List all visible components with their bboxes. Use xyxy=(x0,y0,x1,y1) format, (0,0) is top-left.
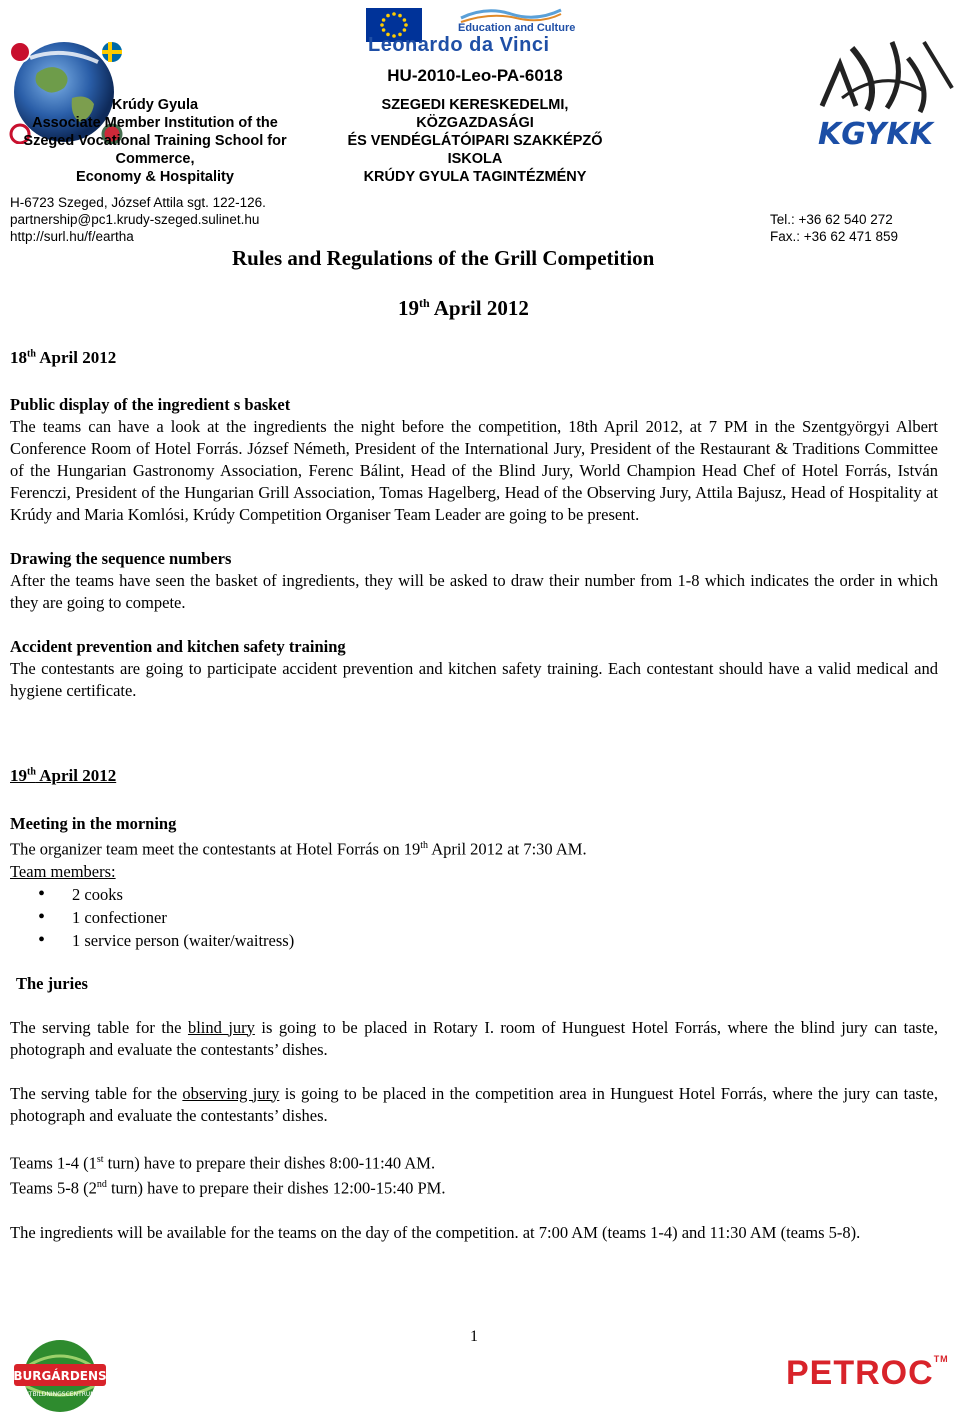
school-name-hu-line: ÉS VENDÉGLÁTÓIPARI SZAKKÉPZŐ xyxy=(347,133,603,149)
section-heading: Drawing the sequence numbers xyxy=(10,549,232,568)
date-rest: April 2012 xyxy=(35,348,117,367)
teams-turn-1: Teams 1-4 (1st turn) have to prepare their dishes 8:00-11:40 AM. xyxy=(10,1153,436,1172)
observing-jury-text: The serving table for the observing jury is going to be placed in the competition area in Hunguest Hotel Forrás, where the jury can taste, photograph and evaluate the contestants’ dishes. xyxy=(10,1083,938,1125)
observing-jury-link: observing jury xyxy=(182,1083,280,1103)
school-name-line: Krúdy Gyula xyxy=(111,97,199,113)
day1-date xyxy=(10,348,116,368)
website-link[interactable]: http://surl.hu/f/eartha xyxy=(10,229,134,244)
ingredients-text: The ingredients will be available for the teams on the day of the competition. at 7:00 AM (teams 1-4) and 11:30 AM (teams 5-8). xyxy=(10,1222,861,1242)
date-sup: th xyxy=(27,348,36,360)
eu-program-top-label: Education and Culture xyxy=(458,22,576,34)
burgardens-logo xyxy=(8,1336,112,1414)
section-text: The organizer team meet the contestants at Hotel Forrás on 19th April 2012 at 7:30 AM. xyxy=(10,839,587,859)
school-name-line: Szeged Vocational Training School for xyxy=(23,133,287,149)
document-title: Rules and Regulations of the Grill Competition xyxy=(232,246,655,270)
petroc-trademark: TM xyxy=(933,1354,949,1364)
list-item: • 1 confectioner xyxy=(10,906,938,929)
section-text: After the teams have seen the basket of ingredients, they will be asked to draw their number from 1-8 which indicates the order in which they are going to compete. xyxy=(10,571,938,612)
school-name-hu-line: SZEGEDI KERESKEDELMI, xyxy=(381,97,569,113)
fax-number: Fax.: +36 62 471 859 xyxy=(770,229,898,244)
section-heading: Accident prevention and kitchen safety training xyxy=(10,637,346,656)
teams-turn-2: Teams 5-8 (2nd turn) have to prepare their dishes 12:00-15:40 PM. xyxy=(10,1178,446,1198)
petroc-logo xyxy=(786,1354,949,1393)
competition-date xyxy=(398,296,529,321)
section-heading: Meeting in the morning xyxy=(10,814,177,833)
school-name-hu-line: KRÚDY GYULA TAGINTÉZMÉNY xyxy=(363,169,587,185)
eu-program-name: Leonardo da Vinci xyxy=(368,34,550,56)
section-heading: Public display of the ingredient s basket xyxy=(10,395,291,414)
list-item: • 1 service person (waiter/waitress) xyxy=(10,929,938,952)
section-text: The contestants are going to participate accident prevention and kitchen safety training. Each contestant should have a valid medical and hygiene certificate. xyxy=(10,659,938,700)
kgykk-logo xyxy=(812,28,958,152)
kgykk-logo-text: KGYKK xyxy=(818,117,933,152)
school-name-block xyxy=(0,96,310,186)
date-sup: th xyxy=(27,766,36,778)
list-item: • 2 cooks xyxy=(10,883,938,906)
project-code: HU-2010-Leo-PA-6018 xyxy=(387,66,563,85)
date-rest: April 2012 xyxy=(429,296,529,320)
day2-section xyxy=(10,813,938,1244)
date-rest: April 2012 xyxy=(35,766,117,785)
date-sup: th xyxy=(419,296,430,310)
school-name-line: Associate Member Institution of the xyxy=(32,115,278,131)
team-members-label: Team members: xyxy=(10,861,116,881)
blind-jury-text: The serving table for the blind jury is going to be placed in Rotary I. room of Hunguest Hotel Forrás, where the blind jury can taste, photograph and evaluate the contestants’ dishes. xyxy=(10,1017,938,1059)
school-name-hu-line: KÖZGAZDASÁGI xyxy=(416,115,534,131)
date-day: 19 xyxy=(398,296,419,320)
day2-date xyxy=(10,766,116,786)
date-day: 19 xyxy=(10,766,27,785)
juries-heading: The juries xyxy=(16,973,88,993)
team-members-list xyxy=(10,883,938,952)
tel-number: Tel.: +36 62 540 272 xyxy=(770,212,893,227)
date-day: 18 xyxy=(10,348,27,367)
school-name-line: Commerce, xyxy=(115,151,195,167)
petroc-logo-text: PETROC xyxy=(786,1354,934,1392)
page-number: 1 xyxy=(470,1328,478,1345)
school-name-hu-block xyxy=(330,96,620,186)
burgardens-logo-subtext: UTBILDNINGSCENTRUM xyxy=(24,1391,96,1398)
address: H-6723 Szeged, József Attila sgt. 122-126. xyxy=(10,195,266,210)
email-link[interactable]: partnership@pc1.krudy-szeged.sulinet.hu xyxy=(10,212,260,227)
section-text: The teams can have a look at the ingredients the night before the competition, 18th April 2012, at 7 PM in the Szentgyörgyi Albert Conference Room of Hotel Forrás. József Németh, President of the International Jury, President of the Restaurant & Traditions Committee of the Hungarian Gastronomy Association, Ferenc Bálint, Head of the Blind Jury, World Champion Head Chef of Hotel Forrás, István Ferenczi, President of the Hungarian Grill Association, Tomas Hagelberg, Head of the Observing Jury, Attila Bajusz, Head of Hospitality at Krúdy and Maria Komlósi, Krúdy Competition Organiser Team Leader are going to be present. xyxy=(10,417,938,524)
burgardens-logo-text: BURGÁRDENS xyxy=(13,1369,107,1383)
school-name-line: Economy & Hospitality xyxy=(76,169,234,185)
school-name-hu-line: ISKOLA xyxy=(447,151,503,167)
day1-section xyxy=(10,394,938,702)
blind-jury-link: blind jury xyxy=(187,1017,255,1037)
education-culture-swirl-icon xyxy=(456,4,566,24)
